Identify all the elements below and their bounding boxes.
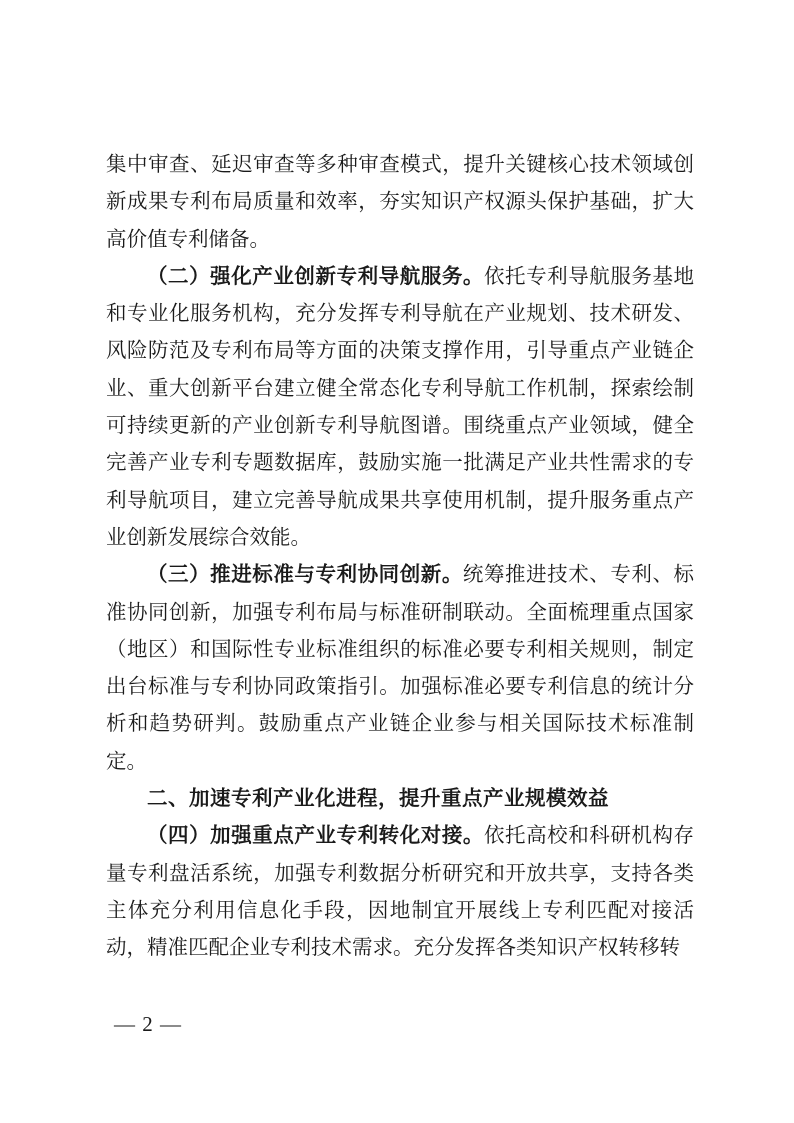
- paragraph-lead: （二）强化产业创新专利导航服务。: [147, 263, 484, 288]
- paragraph-patent-navigation: [106, 258, 694, 556]
- paragraph-continuation: [106, 146, 694, 258]
- paragraph-text: 依托专利导航服务基地和专业化服务机构，充分发挥专利导航在产业规划、技术研发、风险防范及专利布局等方面的决策支撑作用，引导重点产业链企业、重大创新平台建立健全常态化专利导航工作机制，探索绘制可持续更新的产业创新专利导航图谱。围绕重点产业领域，健全完善产业专利专题数据库，鼓励实施一批满足产业共性需求的专利导航项目，建立完善导航成果共享使用机制，提升服务重点产业创新发展综合效能。: [106, 263, 695, 549]
- paragraph-standards-patents: [106, 556, 694, 780]
- paragraph-transfer-docking: [106, 817, 694, 966]
- page-number: — 2 —: [114, 1012, 182, 1036]
- paragraph-text: 统筹推进技术、专利、标准协同创新，加强专利布局与标准研制联动。全面梳理重点国家（地区）和国际性专业标准组织的标准必要专利相关规则，制定出台标准与专利协同政策指引。加强标准必要专利信息的统计分析和趋势研判。鼓励重点产业链企业参与相关国际技术标准制定。: [106, 562, 695, 773]
- document-body: [106, 146, 694, 967]
- section-heading: 二、加速专利产业化进程，提升重点产业规模效益: [147, 786, 609, 811]
- paragraph-text: 集中审查、延迟审查等多种审查模式，提升关键核心技术领域创新成果专利布局质量和效率，夯实知识产权源头保护基础，扩大高价值专利储备。: [106, 152, 694, 251]
- paragraph-lead: （四）加强重点产业专利转化对接。: [147, 823, 484, 848]
- paragraph-lead: （三）推进标准与专利协同创新。: [147, 562, 463, 587]
- paragraph-text: 依托高校和科研机构存量专利盘活系统，加强专利数据分析研究和开放共享，支持各类主体充分利用信息化手段，因地制宜开展线上专利匹配对接活动，精准匹配企业专利技术需求。充分发挥各类知识产权转移转: [106, 823, 695, 960]
